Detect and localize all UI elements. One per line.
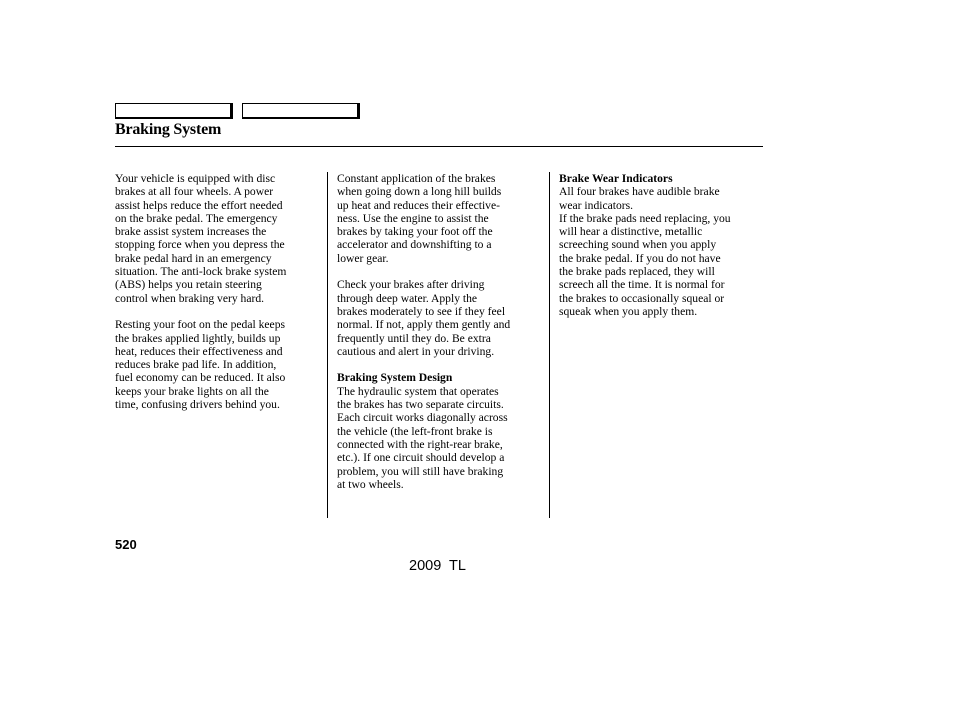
heading-brake-wear-indicators: Brake Wear Indicators — [559, 172, 673, 185]
column-1 — [115, 172, 321, 425]
footer-model: 2009 TL — [409, 558, 466, 574]
paragraph-disc-brakes: Your vehicle is equipped with disc brakes at all four wheels. A power assist helps reduce the effort needed on the brake pedal. The emergency brake assist system increases the stopping force when you depress the brake pedal hard in an emergency situation. The anti-lock brake system (ABS) helps you retain steering control when braking very hard. — [115, 172, 287, 305]
paragraph-hydraulic-system: The hydraulic system that operates the brakes has two separate circuits. Each circuit works diagonally across the vehicle (the left-front brake is connected with the right-rear brake, etc.). If one circuit should develop a problem, you will still have braking at two wheels. — [337, 384, 508, 491]
heading-braking-system-design: Braking System Design — [337, 371, 453, 385]
page-title: Braking System — [115, 121, 222, 138]
nav-tab-table-of-contents[interactable] — [242, 103, 360, 119]
column-3 — [559, 172, 765, 332]
column-divider-1 — [327, 172, 328, 518]
title-rule — [115, 146, 763, 147]
paragraph-constant-application: Constant application of the brakes when going down a long hill builds up heat and reduces their effective- ness. Use the engine to assist the brakes by taking your foot off the accelerator and downshifting to a lower gear. — [337, 172, 502, 265]
column-divider-2 — [549, 172, 550, 518]
nav-tab-main-menu[interactable] — [115, 103, 233, 119]
paragraph-wear-indicators: All four brakes have audible brake wear indicators. If the brake pads need replacing, you will hear a distinctive, metallic screeching sound when you apply the brake pedal. If you do not have the brake pads replaced, they will screech all the time. It is normal for the brakes to occasionally squeal or squeak when you apply them. — [559, 185, 731, 318]
paragraph-deep-water: Check your brakes after driving through deep water. Apply the brakes moderately to see if they feel normal. If not, apply them gently and frequently until they do. Be extra cautious and alert in your driving. — [337, 278, 511, 358]
page-number: 520 — [115, 537, 137, 552]
paragraph-resting-foot: Resting your foot on the pedal keeps the brakes applied lightly, builds up heat, reduces their effectiveness and reduces brake pad life. In addition, fuel economy can be reduced. It also keeps your brake lights on all the time, confusing drivers behind you. — [115, 318, 286, 412]
nav-tabs — [115, 103, 360, 119]
column-2 — [337, 172, 543, 504]
